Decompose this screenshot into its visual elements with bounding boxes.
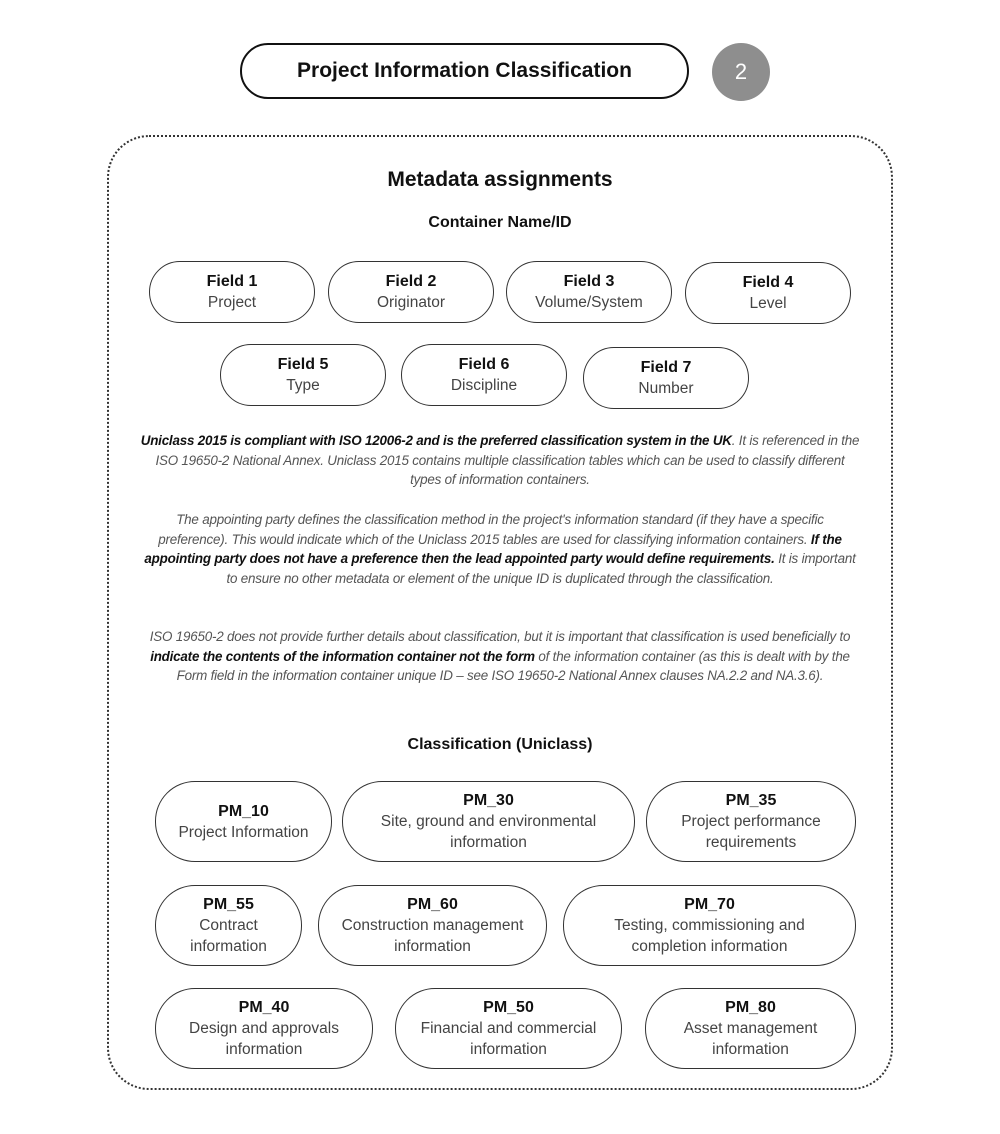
field-label: Level [749,295,787,312]
classification-code: PM_55 [203,896,254,913]
step-number: 2 [734,59,748,84]
field-label: Type [286,377,320,394]
field-pill-7 [583,347,749,409]
paragraph-text: of the information container (as this is dealt with by the Form field in the information container unique ID – see ISO 19650-2 National Annex clauses NA.2.2 and NA.3.6). [176,648,850,684]
field-label: Project [207,294,257,311]
classification-code: PM_70 [684,896,735,913]
classification-desc-line1: Financial and commercial [420,1020,597,1037]
panel-heading: Metadata assignments [387,168,613,191]
classification-desc-line2: information [712,1041,789,1058]
field-code: Field 5 [277,356,329,373]
classification-pill-pm10 [155,781,332,862]
field-code: Field 6 [458,356,510,373]
classification-code: PM_60 [407,896,458,913]
classification-code: PM_30 [463,792,514,809]
classification-pill-pm50 [395,988,622,1069]
field-label: Discipline [450,377,518,394]
classification-pill-pm80 [645,988,856,1069]
container-name-heading: Container Name/ID [428,214,572,231]
classification-code: PM_40 [238,999,290,1016]
classification-pill-pm30 [342,781,635,862]
classification-code: PM_10 [218,802,269,820]
field-pill-4 [685,262,851,324]
paragraph-text: The appointing party defines the classification method in the project's information standard (if they have a specific preference). This would indicate which of the Uniclass 2015 tables are used for classifying information containers. [158,512,824,547]
classification-desc: Project Information [178,823,309,841]
iso-classification-paragraph [140,627,860,686]
paragraph-text: . It is referenced in the ISO 19650-2 National Annex. Uniclass 2015 contains multiple classification tables which can be used to classify different types of information containers. [155,433,860,488]
field-pill-3 [506,261,672,323]
classification-desc-line1: Testing, commissioning and [614,917,805,934]
uniclass-compliance-paragraph [140,431,860,490]
paragraph-bold-emphasis: If the appointing party does not have a preference then the lead appointed party would define requirements. [144,531,842,567]
field-code: Field 4 [742,274,794,291]
field-pill-5 [220,344,386,406]
classification-code: PM_50 [483,999,534,1016]
classification-desc-line2: requirements [705,834,797,851]
field-code: Field 2 [385,273,437,290]
field-code: Field 3 [563,273,615,290]
paragraph-bold-lead: Uniclass 2015 is compliant with ISO 12006-2 and is the preferred classification system in the UK [140,433,732,448]
classification-desc-line2: information [470,1041,547,1058]
step-number-badge [712,43,770,101]
classification-pill-pm60 [318,885,547,966]
page-title [240,43,689,99]
classification-desc-line2: information [394,938,471,955]
field-pill-6 [401,344,567,406]
field-code: Field 1 [206,273,258,290]
classification-desc-line1: Project performance [681,813,821,830]
classification-pill-pm35 [646,781,856,862]
classification-desc-line2: completion information [631,938,788,955]
page-title-text: Project Information Classification [297,59,632,82]
classification-desc-line1: Asset management [683,1020,818,1037]
paragraph-text: It is important to ensure no other metadata or element of the unique ID is duplicated through the classification. [226,551,856,586]
classification-heading: Classification (Uniclass) [407,736,593,753]
field-pill-2 [328,261,494,323]
classification-desc-line1: Design and approvals [189,1020,339,1037]
field-label: Number [638,380,694,397]
classification-desc-line2: information [225,1041,303,1058]
paragraph-text: ISO 19650-2 does not provide further details about classification, but it is important that classification is used beneficially to [149,629,851,644]
classification-pill-pm55 [155,885,302,966]
field-label: Originator [376,294,446,311]
field-code: Field 7 [640,359,692,376]
paragraph-bold-emphasis: indicate the contents of the information container not the form [150,648,535,664]
field-label: Volume/System [535,294,643,311]
classification-desc-line1: Contract [199,917,258,934]
classification-desc-line2: information [190,938,267,955]
classification-pill-pm70 [563,885,856,966]
field-pill-1 [149,261,315,323]
classification-pill-pm40 [155,988,373,1069]
classification-code: PM_80 [725,999,776,1016]
classification-desc-line1: Construction management [341,917,524,934]
classification-desc-line2: information [450,834,527,851]
appointing-party-paragraph [140,510,860,588]
classification-desc-line1: Site, ground and environmental [380,813,597,830]
classification-code: PM_35 [725,792,777,809]
